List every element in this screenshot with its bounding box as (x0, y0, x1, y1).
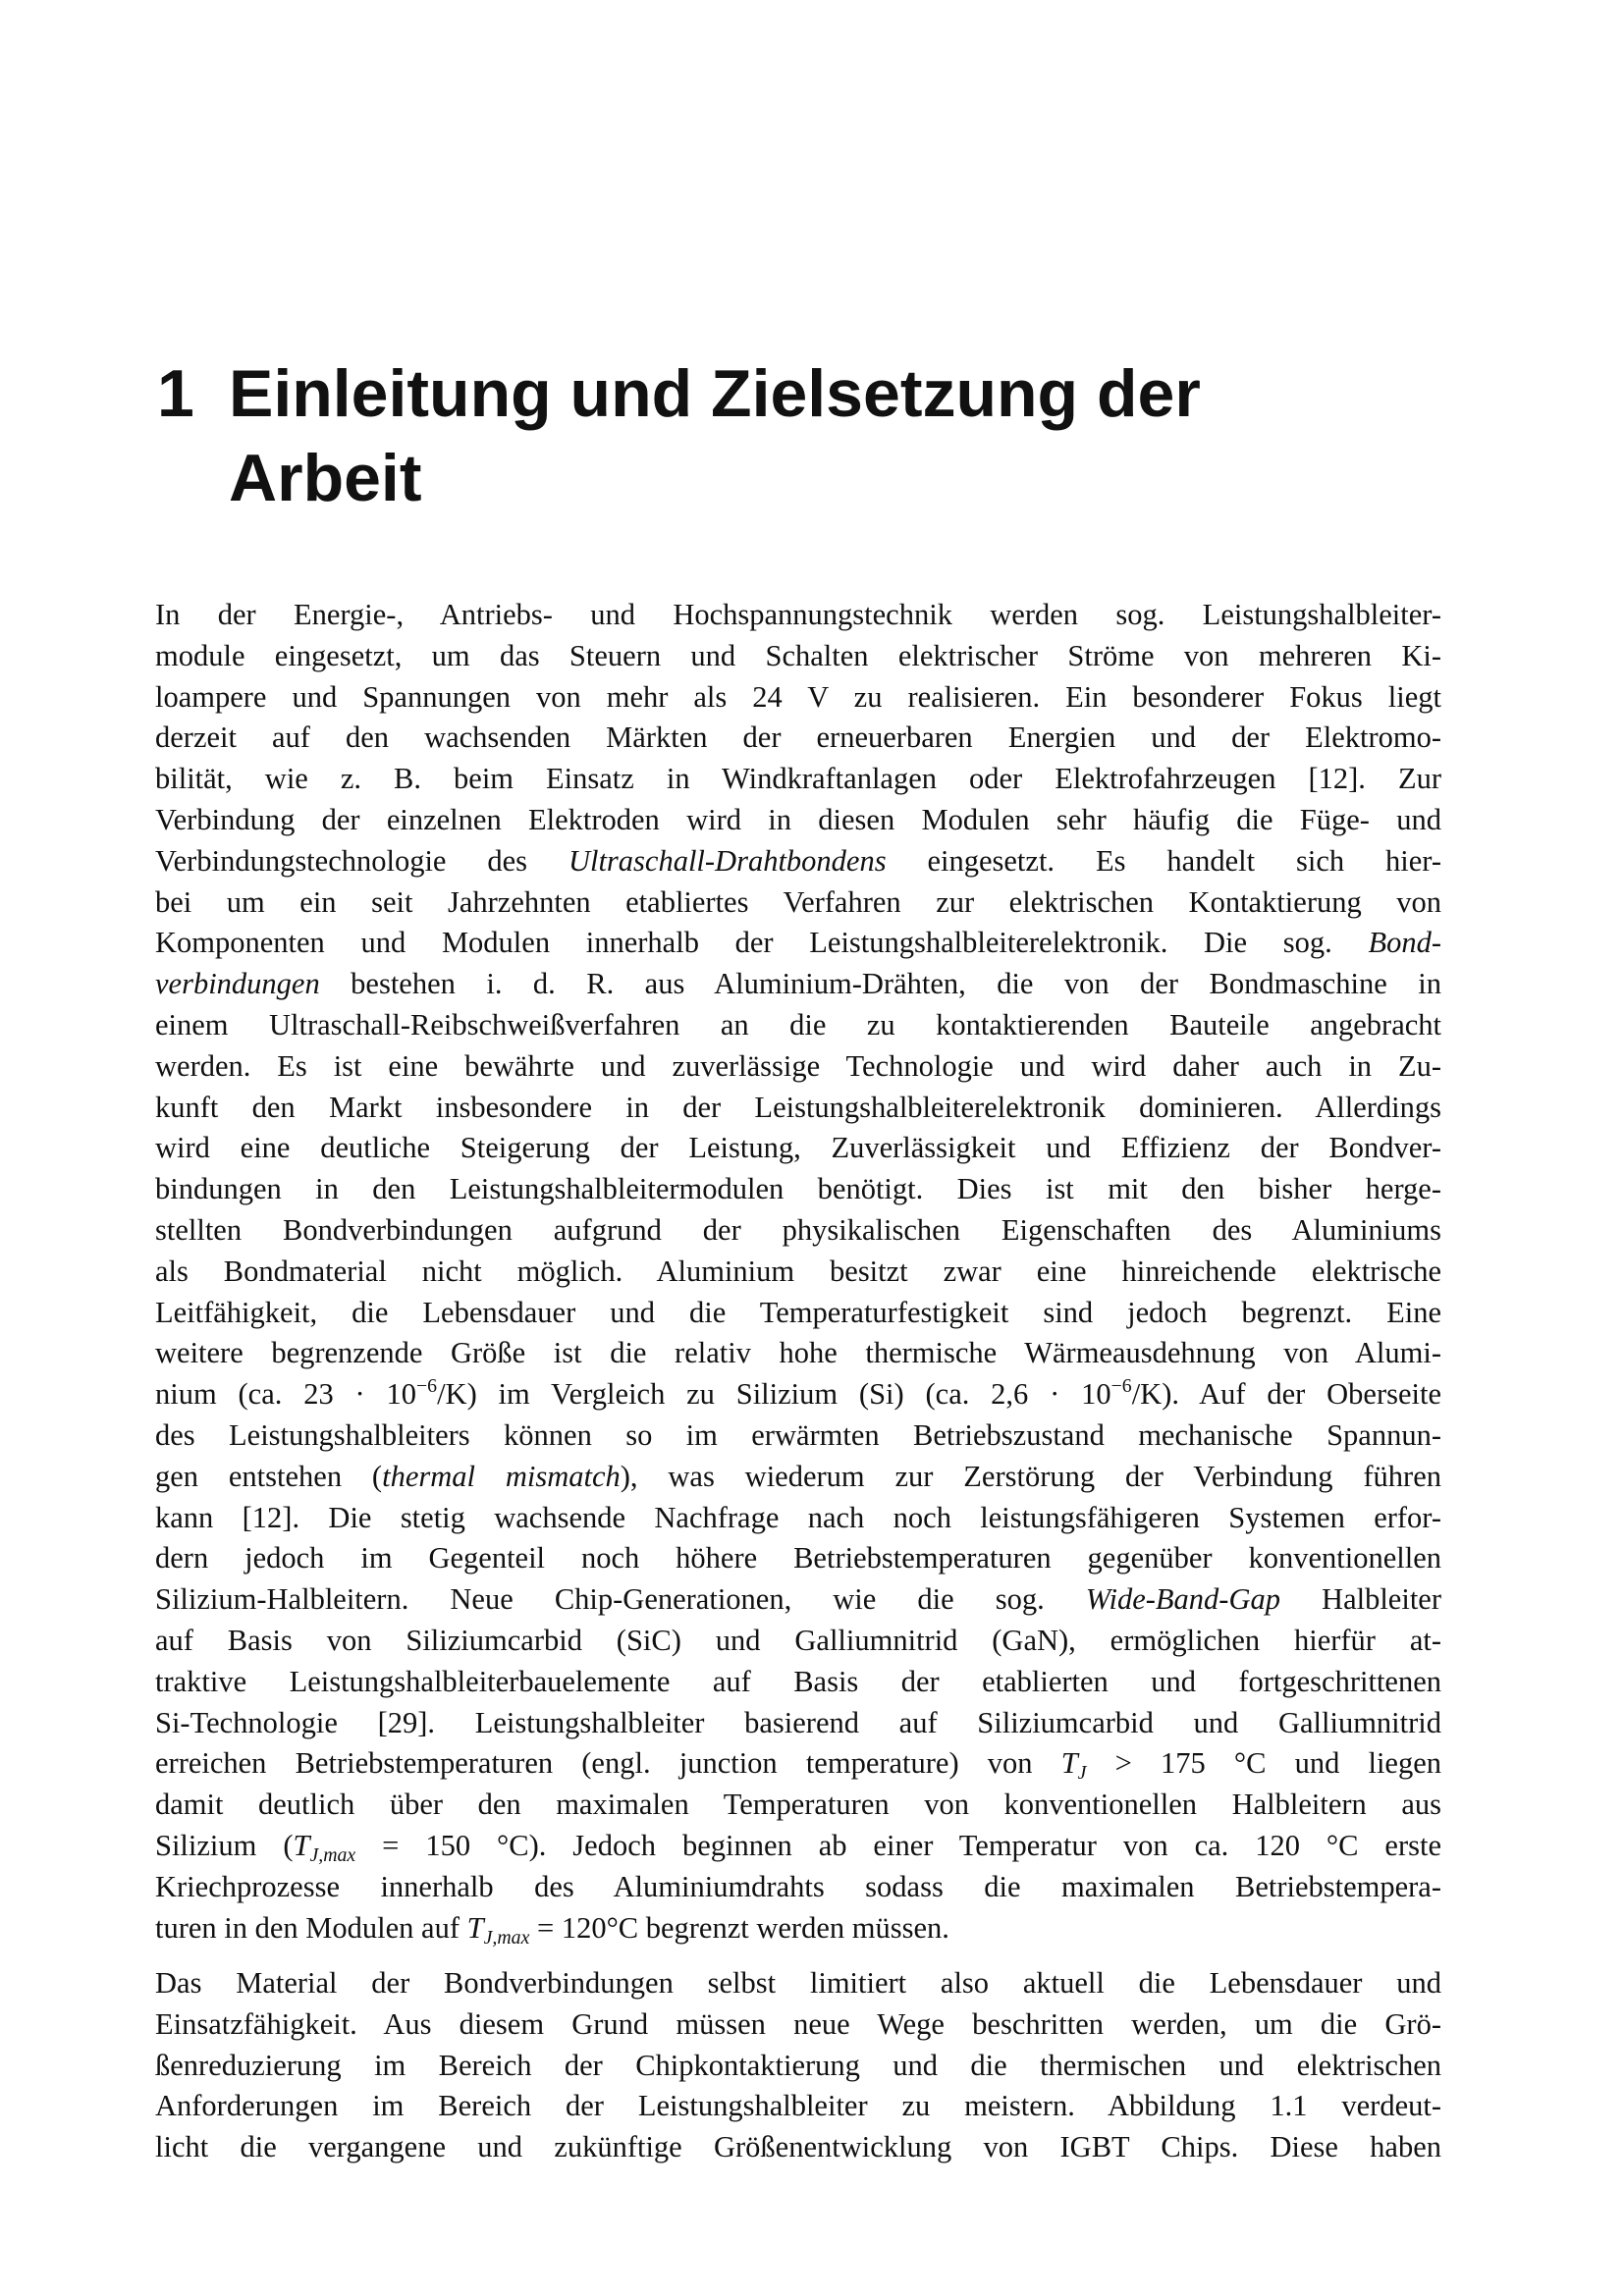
text-line: ßenreduzierung im Bereich der Chipkontaktierung und die thermischen und elektrischen (155, 2048, 1441, 2082)
text-line: dern jedoch im Gegenteil noch höhere Betriebstemperaturen gegenüber konventionellen (155, 1541, 1441, 1575)
text-line: des Leistungshalbleiters können so im erwärmten Betriebszustand mechanische Spannun- (155, 1417, 1441, 1452)
text-line: Komponenten und Modulen innerhalb der Leistungshalbleiterelektronik. Die sog. Bond- (155, 926, 1441, 960)
text-line: Verbindung der einzelnen Elektroden wird in diesen Modulen sehr häufig die Füge- und (155, 802, 1441, 836)
text-line: wird eine deutliche Steigerung der Leistung, Zuverlässigkeit und Effizienz der Bondver- (155, 1131, 1441, 1165)
text-line: Verbindungstechnologie des Ultraschall-Drahtbondens eingesetzt. Es handelt sich hier- (155, 843, 1442, 878)
text-line: stellten Bondverbindungen aufgrund der physikalischen Eigenschaften des Aluminiums (155, 1212, 1441, 1247)
text-line: Si-Technologie [29]. Leistungshalbleiter basierend auf Siliziumcarbid und Galliumnitrid (155, 1705, 1441, 1739)
text-line: In der Energie-, Antriebs- und Hochspannungstechnik werden sog. Leistungshalbleiter- (155, 598, 1441, 631)
chapter-title (229, 351, 1407, 520)
italic-text: Ultraschall-Drahtbondens (568, 843, 887, 878)
superscript: −6 (1110, 1375, 1132, 1398)
text-line: gen entstehen (thermal mismatch), was wiederum zur Zerstörung der Verbindung führen (155, 1459, 1442, 1493)
chapter-title-line: Einleitung und Zielsetzung der (229, 356, 1201, 431)
italic-text: verbindungen (155, 967, 320, 1001)
text-line: Leitfähigkeit, die Lebensdauer und die Temperaturfestigkeit sind jedoch begrenzt. Eine (155, 1295, 1441, 1329)
subscript: J,max (309, 1843, 356, 1866)
text-line: module eingesetzt, um das Steuern und Schalten elektrischer Ströme von mehreren Ki- (155, 638, 1441, 672)
text-line: erreichen Betriebstemperaturen (engl. junction temperature) von $T_J > 175$ °C und liegen (155, 1746, 1441, 1785)
text-line: weitere begrenzende Größe ist die relativ hohe thermische Wärmeausdehnung von Alumi- (155, 1336, 1441, 1370)
text-line: kann [12]. Die stetig wachsende Nachfrage nach noch leistungsfähigeren Systemen erfor- (155, 1500, 1441, 1534)
text-line: Silizium-Halbleitern. Neue Chip-Generationen, wie die sog. Wide-Band-Gap Halbleiter (155, 1582, 1441, 1617)
text-line: Anforderungen im Bereich der Leistungshalbleiter zu meistern. Abbildung 1.1 verdeut- (155, 2089, 1441, 2123)
text-line: damit deutlich über den maximalen Temperaturen von konventionellen Halbleitern aus (155, 1788, 1441, 1822)
text-line: turen in den Modulen auf $T_{J,max} = 120^\circ C$ begrenzt werden müssen. (155, 1910, 949, 1949)
text-line: Einsatzfähigkeit. Aus diesem Grund müssen neue Wege beschritten werden, um die Grö- (155, 2006, 1441, 2041)
italic-text: thermal mismatch (382, 1459, 621, 1493)
text-line: bilität, wie z. B. beim Einsatz in Windkraftanlagen oder Elektrofahrzeugen [12]. Zur (155, 762, 1441, 796)
text-line: einem Ultraschall-Reibschweißverfahren an die zu kontaktierenden Bauteile angebracht (155, 1007, 1441, 1041)
italic-text: Wide-Band-Gap (1085, 1582, 1280, 1617)
text-line: verbindungen bestehen i. d. R. aus Aluminium-Drähten, die von der Bondmaschine in (155, 967, 1441, 1001)
text-line: werden. Es ist eine bewährte und zuverlässige Technologie und wird daher auch in Zu- (155, 1048, 1441, 1083)
text-line: Silizium ($T_{J,max} = 150$ °C). Jedoch beginnen ab einer Temperatur von ca. 120 °C erste (155, 1828, 1441, 1866)
text-line: licht die vergangene und zukünftige Größenentwicklung von IGBT Chips. Diese haben (155, 2130, 1441, 2164)
italic-text: T (293, 1828, 310, 1862)
text-line: als Bondmaterial nicht möglich. Aluminium besitzt zwar eine hinreichende elektrische (155, 1254, 1441, 1288)
italic-text: Bond- (1368, 926, 1441, 960)
subscript: J,max (483, 1926, 530, 1949)
text-line: bei um ein seit Jahrzehnten etabliertes Verfahren zur elektrischen Kontaktierung von (155, 884, 1441, 919)
chapter-number: 1 (157, 356, 194, 431)
superscript: −6 (415, 1375, 438, 1398)
paragraph-2 (155, 1963, 1441, 2168)
italic-text: T (1060, 1746, 1078, 1781)
paragraph-1 (155, 595, 1441, 1949)
chapter-title-line: Arbeit (229, 441, 422, 515)
text-line: loampere und Spannungen von mehr als 24 V zu realisieren. Ein besonderer Fokus liegt (155, 679, 1441, 714)
text-line: traktive Leistungshalbleiterbauelemente auf Basis der etablierten und fortgeschrittenen (155, 1664, 1441, 1698)
text-line: kunft den Markt insbesondere in der Leistungshalbleiterelektronik dominieren. Allerdings (155, 1090, 1441, 1124)
text-line: auf Basis von Siliziumcarbid (SiC) und Galliumnitrid (GaN), ermöglichen hierfür at- (155, 1623, 1441, 1657)
text-line: Kriechprozesse innerhalb des Aluminiumdrahts sodass die maximalen Betriebstempera- (155, 1869, 1441, 1903)
text-line: nium (ca. $23 \cdot 10^{-6}/K$) im Vergleich zu Silizium (Si) (ca. $2,6 \cdot 10^{-6}/K$). Auf der Oberseite (155, 1375, 1441, 1412)
text-line: Das Material der Bondverbindungen selbst limitiert also aktuell die Lebensdauer und (155, 1966, 1441, 2000)
text-line: bindungen in den Leistungshalbleitermodulen benötigt. Dies ist mit den bisher herge- (155, 1172, 1441, 1206)
italic-text: T (466, 1910, 484, 1945)
subscript: J (1077, 1762, 1087, 1785)
text-line: derzeit auf den wachsenden Märkten der erneuerbaren Energien und der Elektromo- (155, 721, 1441, 755)
